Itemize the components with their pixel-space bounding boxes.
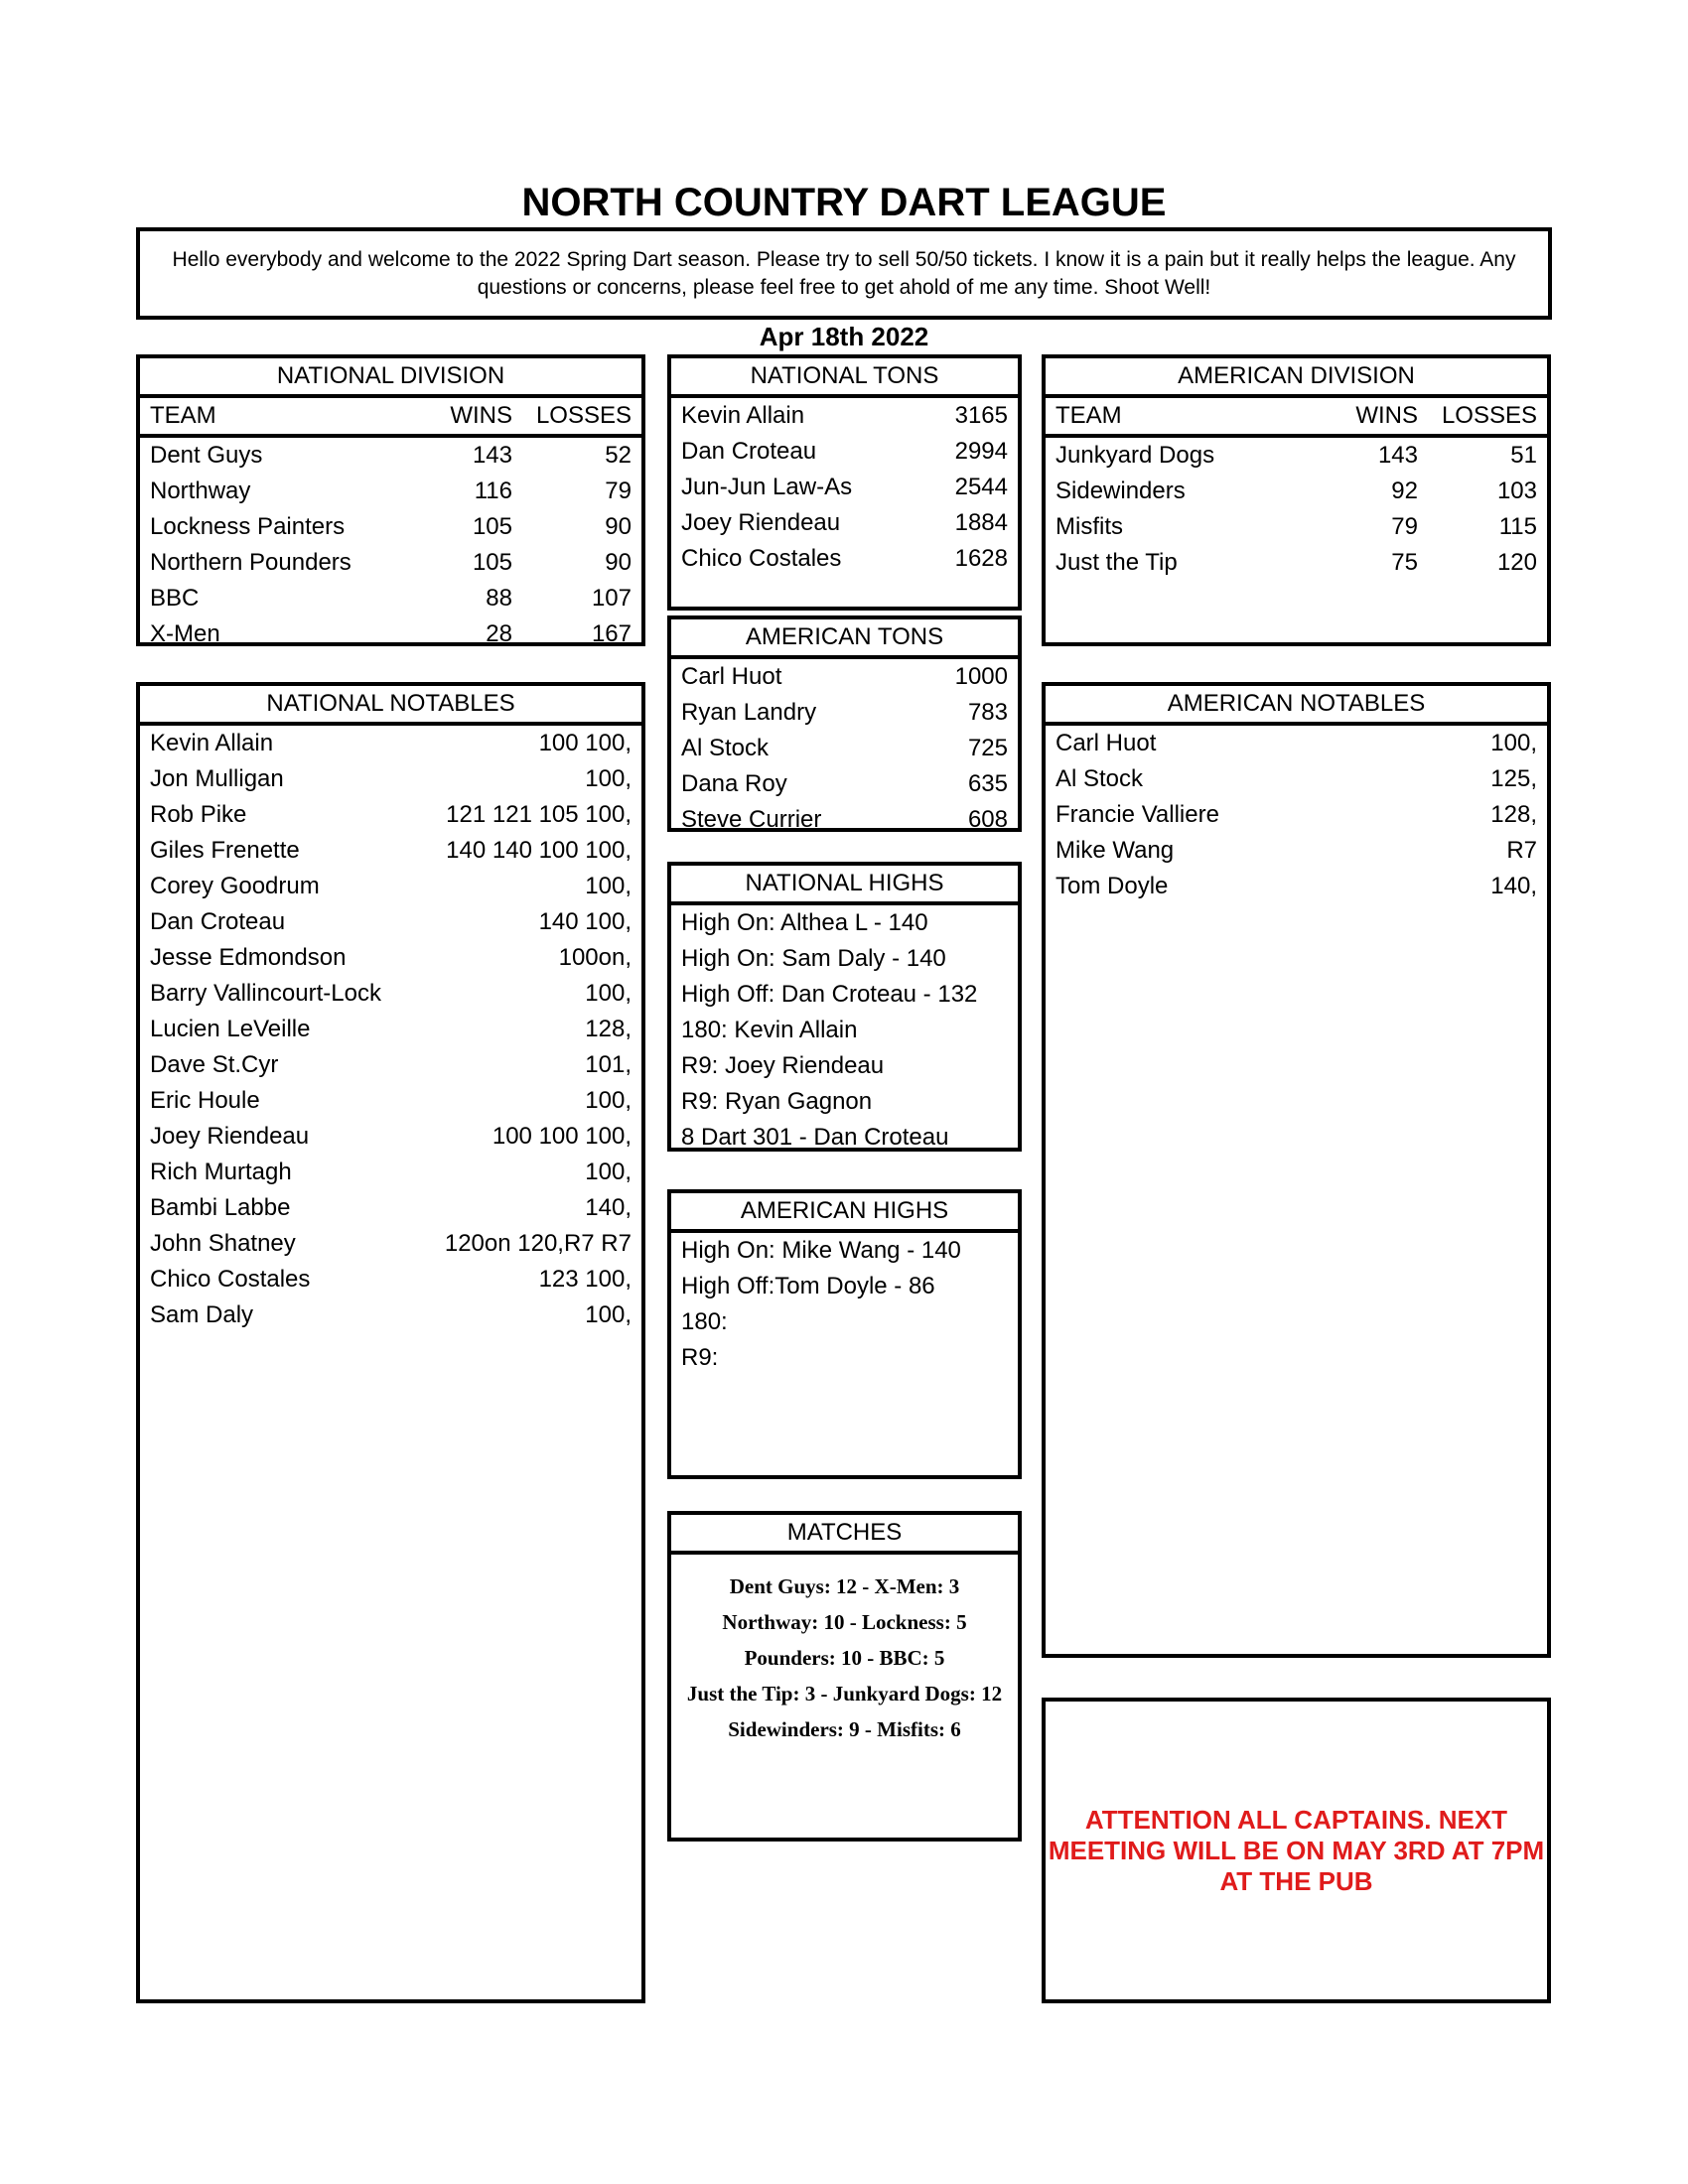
player-notables: 140, bbox=[585, 1194, 632, 1221]
player-name: Joey Riendeau bbox=[150, 1123, 310, 1150]
team-losses: 103 bbox=[1496, 478, 1537, 504]
intro-message-box bbox=[136, 227, 1552, 320]
team-wins: 105 bbox=[472, 549, 512, 576]
player-name: Dave St.Cyr bbox=[150, 1051, 279, 1078]
player-notables: 100, bbox=[585, 1159, 632, 1185]
national-division-header bbox=[140, 398, 641, 438]
highs-line: High On: Sam Daly - 140 bbox=[681, 945, 946, 972]
player-name: Corey Goodrum bbox=[150, 873, 320, 899]
team-losses: 79 bbox=[605, 478, 632, 504]
table-row bbox=[140, 1297, 641, 1333]
table-row bbox=[140, 869, 641, 904]
table-row bbox=[1046, 509, 1547, 545]
table-row bbox=[671, 659, 1018, 695]
highs-line: R9: Joey Riendeau bbox=[681, 1052, 885, 1079]
table-row bbox=[671, 470, 1018, 505]
national-highs-lines bbox=[671, 905, 1018, 1156]
table-row bbox=[140, 797, 641, 833]
attention-text-line: MEETING WILL BE ON MAY 3RD AT 7PM bbox=[1048, 1835, 1545, 1865]
national-highs-box bbox=[667, 862, 1022, 1152]
player-name: Steve Currier bbox=[681, 806, 822, 833]
table-row bbox=[140, 474, 641, 509]
player-tons: 1628 bbox=[954, 545, 1008, 572]
american-division-rows bbox=[1046, 438, 1547, 581]
national-notables-rows bbox=[140, 726, 641, 1333]
highs-line: R9: bbox=[681, 1344, 719, 1371]
player-notables: 128, bbox=[1490, 801, 1537, 828]
team-losses: 115 bbox=[1498, 513, 1537, 540]
team-name: Sidewinders bbox=[1055, 478, 1186, 504]
player-notables: 100on, bbox=[558, 944, 632, 971]
table-row bbox=[140, 1083, 641, 1119]
player-notables: 123 100, bbox=[538, 1266, 632, 1293]
player-notables: 100, bbox=[585, 873, 632, 899]
player-name: Carl Huot bbox=[681, 663, 782, 690]
match-result: Pounders: 10 - BBC: 5 bbox=[744, 1646, 945, 1670]
player-name: Al Stock bbox=[681, 735, 770, 761]
table-row bbox=[671, 398, 1018, 434]
table-row bbox=[671, 802, 1018, 838]
player-tons: 725 bbox=[967, 735, 1008, 761]
table-row bbox=[140, 976, 641, 1012]
american-tons-table bbox=[667, 615, 1022, 832]
player-name: Lucien LeVeille bbox=[150, 1016, 311, 1042]
team-wins: 143 bbox=[1377, 442, 1418, 469]
player-name: Chico Costales bbox=[681, 545, 842, 572]
match-result: Just the Tip: 3 - Junkyard Dogs: 12 bbox=[686, 1682, 1003, 1706]
team-losses: 90 bbox=[605, 513, 632, 540]
team-losses: 51 bbox=[1510, 442, 1537, 469]
american-tons-rows bbox=[671, 659, 1018, 838]
column-header-wins: WINS bbox=[450, 402, 512, 429]
player-tons: 783 bbox=[967, 699, 1008, 726]
player-tons: 1000 bbox=[954, 663, 1008, 690]
attention-notice-box bbox=[1042, 1698, 1551, 2003]
player-name: Mike Wang bbox=[1055, 837, 1175, 864]
attention-text-line: AT THE PUB bbox=[1219, 1865, 1373, 1896]
team-name: Junkyard Dogs bbox=[1055, 442, 1215, 469]
table-row bbox=[671, 695, 1018, 731]
table-row bbox=[1046, 545, 1547, 581]
table-row bbox=[140, 1226, 641, 1262]
player-notables: 100 100 100, bbox=[492, 1123, 632, 1150]
table-row bbox=[671, 541, 1018, 577]
team-name: Lockness Painters bbox=[150, 513, 346, 540]
highs-line: High On: Althea L - 140 bbox=[681, 909, 928, 936]
highs-line: 8 Dart 301 - Dan Croteau bbox=[681, 1124, 949, 1151]
team-name: Dent Guys bbox=[150, 442, 263, 469]
team-losses: 167 bbox=[591, 620, 632, 647]
player-name: Sam Daly bbox=[150, 1301, 254, 1328]
team-wins: 79 bbox=[1391, 513, 1418, 540]
player-tons: 608 bbox=[967, 806, 1008, 833]
match-result: Northway: 10 - Lockness: 5 bbox=[722, 1610, 967, 1634]
highs-line: R9: Ryan Gagnon bbox=[681, 1088, 873, 1115]
american-tons-title: AMERICAN TONS bbox=[671, 619, 1018, 659]
table-row bbox=[140, 581, 641, 616]
american-notables-rows bbox=[1046, 726, 1547, 904]
table-row bbox=[140, 1047, 641, 1083]
national-division-title: NATIONAL DIVISION bbox=[140, 358, 641, 398]
player-tons: 2544 bbox=[954, 474, 1008, 500]
table-row bbox=[140, 726, 641, 761]
player-name: Al Stock bbox=[1055, 765, 1144, 792]
player-notables: 140 100, bbox=[538, 908, 632, 935]
highs-line: High Off:Tom Doyle - 86 bbox=[681, 1273, 935, 1299]
national-notables-title: NATIONAL NOTABLES bbox=[140, 686, 641, 726]
national-notables-table bbox=[136, 682, 645, 2003]
player-notables: 140, bbox=[1490, 873, 1537, 899]
team-losses: 90 bbox=[605, 549, 632, 576]
table-row bbox=[1046, 438, 1547, 474]
team-wins: 116 bbox=[474, 478, 512, 504]
player-name: Giles Frenette bbox=[150, 837, 300, 864]
player-name: Dan Croteau bbox=[150, 908, 286, 935]
player-tons: 2994 bbox=[954, 438, 1008, 465]
player-notables: 120on 120,R7 R7 bbox=[444, 1230, 632, 1257]
table-row bbox=[671, 766, 1018, 802]
american-highs-box bbox=[667, 1189, 1022, 1479]
table-row bbox=[140, 940, 641, 976]
player-notables: 100, bbox=[585, 765, 632, 792]
table-row bbox=[140, 904, 641, 940]
highs-line: High On: Mike Wang - 140 bbox=[681, 1237, 961, 1264]
player-name: Barry Vallincourt-Lock bbox=[150, 980, 381, 1007]
table-row bbox=[140, 545, 641, 581]
national-tons-table bbox=[667, 354, 1022, 611]
player-name: Chico Costales bbox=[150, 1266, 311, 1293]
team-losses: 107 bbox=[591, 585, 632, 612]
american-highs-title: AMERICAN HIGHS bbox=[671, 1193, 1018, 1233]
player-name: Kevin Allain bbox=[150, 730, 274, 756]
matches-title: MATCHES bbox=[671, 1515, 1018, 1555]
national-highs-title: NATIONAL HIGHS bbox=[671, 866, 1018, 905]
table-row bbox=[140, 1012, 641, 1047]
table-row bbox=[140, 1262, 641, 1297]
team-name: Just the Tip bbox=[1055, 549, 1178, 576]
player-name: Jon Mulligan bbox=[150, 765, 284, 792]
highs-line: 180: Kevin Allain bbox=[681, 1017, 858, 1043]
table-row bbox=[1046, 474, 1547, 509]
matches-box bbox=[667, 1511, 1022, 1842]
player-name: Carl Huot bbox=[1055, 730, 1157, 756]
national-division-rows bbox=[140, 438, 641, 652]
player-tons: 635 bbox=[967, 770, 1008, 797]
team-name: Northern Pounders bbox=[150, 549, 352, 576]
team-name: Misfits bbox=[1055, 513, 1123, 540]
player-notables: 101, bbox=[585, 1051, 632, 1078]
player-name: Rich Murtagh bbox=[150, 1159, 292, 1185]
national-tons-rows bbox=[671, 398, 1018, 577]
team-wins: 105 bbox=[472, 513, 512, 540]
page-title: NORTH COUNTRY DART LEAGUE bbox=[521, 181, 1167, 224]
player-notables: 100, bbox=[585, 980, 632, 1007]
player-name: Kevin Allain bbox=[681, 402, 805, 429]
attention-text-line: ATTENTION ALL CAPTAINS. NEXT bbox=[1084, 1804, 1508, 1835]
team-losses: 120 bbox=[1496, 549, 1537, 576]
player-notables: 100, bbox=[1490, 730, 1537, 756]
table-row bbox=[140, 438, 641, 474]
national-tons-title: NATIONAL TONS bbox=[671, 358, 1018, 398]
team-wins: 143 bbox=[472, 442, 512, 469]
team-losses: 52 bbox=[605, 442, 632, 469]
table-row bbox=[140, 761, 641, 797]
american-notables-title: AMERICAN NOTABLES bbox=[1046, 686, 1547, 726]
player-notables: 100, bbox=[585, 1087, 632, 1114]
player-name: Tom Doyle bbox=[1055, 873, 1169, 899]
table-row bbox=[1046, 726, 1547, 761]
intro-message-text: Hello everybody and welcome to the 2022 Spring Dart season. Please try to sell 50/50 tickets. I know it is a pain but it really helps the league. Any questions or concerns, please feel free to get ahold of me any time. Shoot Well! bbox=[172, 247, 1516, 299]
player-name: Dan Croteau bbox=[681, 438, 817, 465]
player-notables: 140 140 100 100, bbox=[446, 837, 632, 864]
team-wins: 92 bbox=[1391, 478, 1418, 504]
player-name: Rob Pike bbox=[150, 801, 247, 828]
table-row bbox=[140, 1190, 641, 1226]
player-name: Ryan Landry bbox=[681, 699, 817, 726]
player-notables: 121 121 105 100, bbox=[446, 801, 632, 828]
american-division-table bbox=[1042, 354, 1551, 646]
table-row bbox=[1046, 869, 1547, 904]
match-result: Dent Guys: 12 - X-Men: 3 bbox=[729, 1574, 960, 1598]
player-name: John Shatney bbox=[150, 1230, 296, 1257]
player-name: Eric Houle bbox=[150, 1087, 260, 1114]
table-row bbox=[671, 434, 1018, 470]
player-tons: 3165 bbox=[954, 402, 1008, 429]
column-header-wins: WINS bbox=[1355, 402, 1418, 429]
american-notables-table bbox=[1042, 682, 1551, 1658]
column-header-team: TEAM bbox=[150, 402, 216, 429]
column-header-team: TEAM bbox=[1055, 402, 1122, 429]
player-notables: 100 100, bbox=[538, 730, 632, 756]
highs-line: 180: bbox=[681, 1308, 728, 1335]
highs-line: High Off: Dan Croteau - 132 bbox=[681, 981, 978, 1008]
table-row bbox=[671, 505, 1018, 541]
american-division-title: AMERICAN DIVISION bbox=[1046, 358, 1547, 398]
player-notables: 125, bbox=[1490, 765, 1537, 792]
column-header-losses: LOSSES bbox=[535, 402, 632, 429]
team-name: Northway bbox=[150, 478, 251, 504]
player-notables: R7 bbox=[1506, 837, 1537, 864]
attention-lines bbox=[1049, 1805, 1544, 1897]
table-row bbox=[140, 1155, 641, 1190]
team-wins: 88 bbox=[486, 585, 512, 612]
matches-lines bbox=[671, 1555, 1018, 1747]
table-row bbox=[140, 1119, 641, 1155]
team-wins: 28 bbox=[486, 620, 512, 647]
player-notables: 128, bbox=[585, 1016, 632, 1042]
team-wins: 75 bbox=[1391, 549, 1418, 576]
table-row bbox=[140, 833, 641, 869]
player-tons: 1884 bbox=[954, 509, 1008, 536]
table-row bbox=[671, 731, 1018, 766]
american-highs-lines bbox=[671, 1233, 1018, 1376]
team-name: X-Men bbox=[150, 620, 220, 647]
table-row bbox=[1046, 761, 1547, 797]
table-row bbox=[140, 616, 641, 652]
player-name: Bambi Labbe bbox=[150, 1194, 291, 1221]
match-result: Sidewinders: 9 - Misfits: 6 bbox=[728, 1717, 961, 1741]
player-name: Jun-Jun Law-As bbox=[681, 474, 853, 500]
player-name: Joey Riendeau bbox=[681, 509, 841, 536]
american-division-header bbox=[1046, 398, 1547, 438]
player-notables: 100, bbox=[585, 1301, 632, 1328]
table-row bbox=[1046, 833, 1547, 869]
column-header-losses: LOSSES bbox=[1441, 402, 1537, 429]
table-row bbox=[140, 509, 641, 545]
player-name: Jesse Edmondson bbox=[150, 944, 347, 971]
national-division-table bbox=[136, 354, 645, 646]
report-date: Apr 18th 2022 bbox=[759, 322, 929, 351]
player-name: Dana Roy bbox=[681, 770, 787, 797]
table-row bbox=[1046, 797, 1547, 833]
player-name: Francie Valliere bbox=[1055, 801, 1219, 828]
team-name: BBC bbox=[150, 585, 200, 612]
